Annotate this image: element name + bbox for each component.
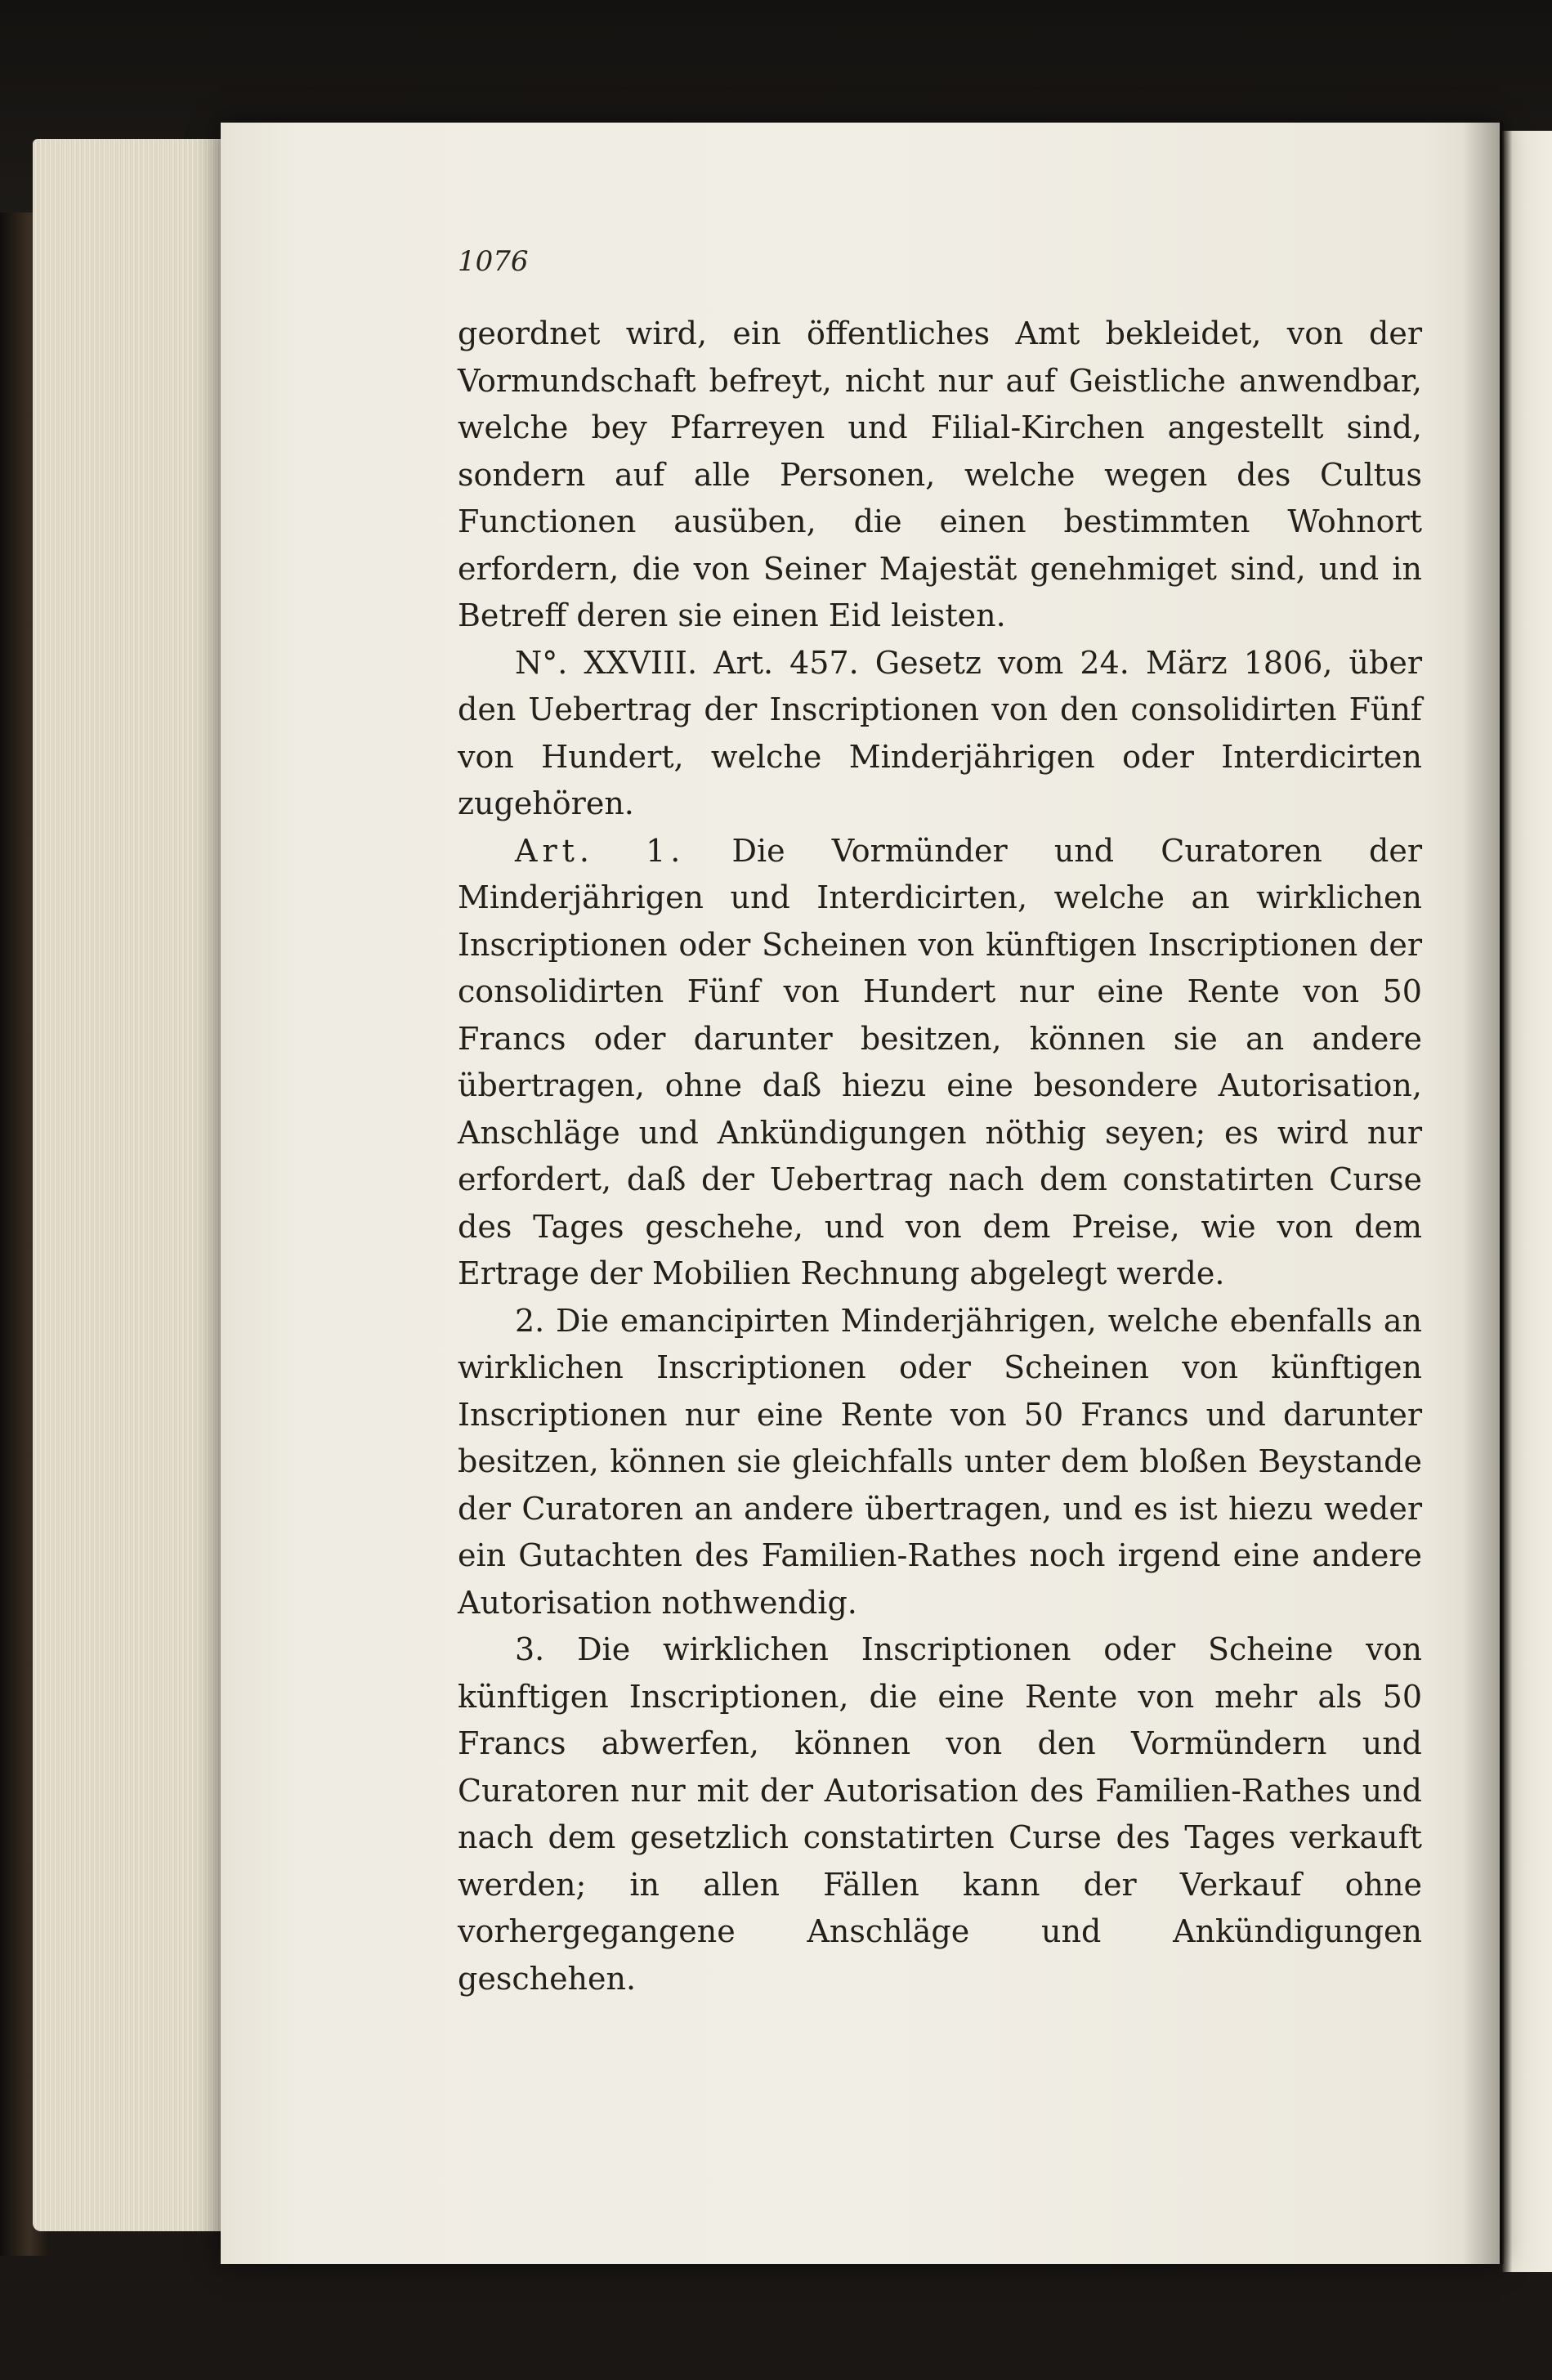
page-text (458, 311, 1422, 2002)
gutter-shadow (1463, 123, 1504, 2264)
facing-page-edge (1502, 131, 1552, 2272)
article-2: 2. Die emancipirten Minderjährigen, welche ebenfalls an wirklichen Inscriptionen oder Scheinen von künftigen Inscriptionen nur eine Rente von 50 Francs und darunter besitzen, können sie gleichfalls unter dem bloßen Beystande der Curatoren an andere übertragen, und es ist hiezu weder ein Gutachten des Familien-Rathes noch irgend eine andere Autorisation nothwendig. (458, 1302, 1422, 1621)
page-number: 1076 (458, 245, 529, 278)
page-stack-edges (33, 139, 229, 2231)
article-label: Art. 1. (515, 832, 686, 869)
law-heading: N°. XXVIII. Art. 457. Gesetz vom 24. März 1806, über den Uebertrag der Inscriptionen von den consolidirten Fünf von Hundert, welche Minderjährigen oder Interdicirten zugehören. (458, 644, 1422, 821)
article-1-text: Die Vormünder und Curatoren der Minderjährigen und Interdicirten, welche an wirklichen Inscriptionen oder Scheinen von künftigen Inscriptionen der consolidirten Fünf von Hundert nur eine Rente von 50 Francs oder darunter besitzen, können sie an andere übertragen, ohne daß hiezu eine besondere Autorisation, Anschläge und Ankündigungen nöthig seyen; es wird nur erfordert, daß der Uebertrag nach dem constatirten Curse des Tages geschehe, und von dem Preise, wie von dem Ertrage der Mobilien Rechnung abgelegt werde. (458, 832, 1422, 1291)
article-3: 3. Die wirklichen Inscriptionen oder Scheine von künftigen Inscriptionen, die eine Rente von mehr als 50 Francs abwerfen, können von den Vormündern und Curatoren nur mit der Autorisation des Familien-Rathes und nach dem gesetzlich constatirten Curse des Tages verkauft werden; in allen Fällen kann der Verkauf ohne vorhergegangene Anschläge und Ankündigungen geschehen. (458, 1631, 1422, 1997)
paragraph-continuation: geordnet wird, ein öffentliches Amt bekleidet, von der Vormundschaft befreyt, nicht nur auf Geistliche anwendbar, welche bey Pfarreyen und Filial-Kirchen angestellt sind, sondern auf alle Personen, welche wegen des Cultus Functionen ausüben, die einen bestimmten Wohnort erfordern, die von Seiner Majestät genehmiget sind, und in Betreff deren sie einen Eid leisten. (458, 315, 1422, 633)
article-1 (458, 828, 1422, 1298)
